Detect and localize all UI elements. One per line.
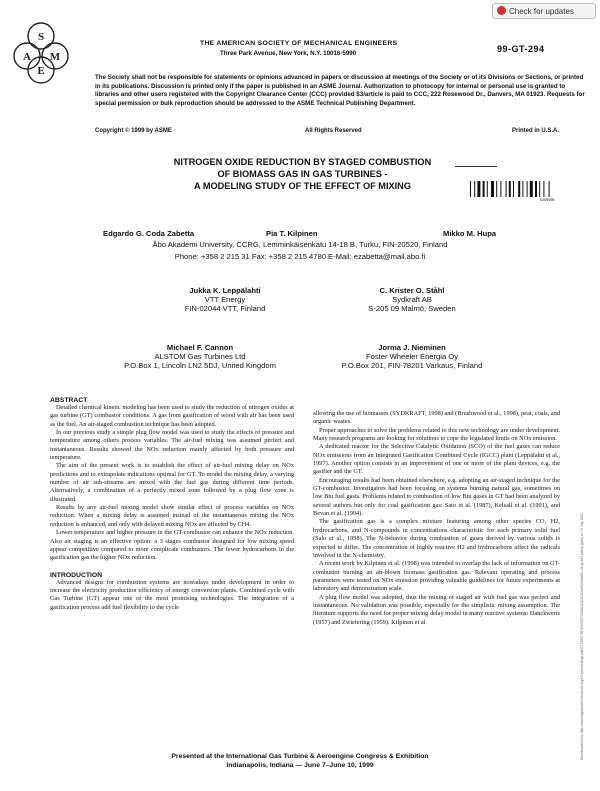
paragraph: Encouraging results had been obtained elsewhere, e.g. adopting an air-staged technique for the GT-combustor. Investigators had been focusing on systems burning natural gas, sometimes on low Btu fuel gasts. Problems related to combustion of low Btu gases in GT had been analyzed by several authors but only for coal gasification gas: Sato et al. (1987), Kelsall et al. (1991), and Bevan et al. (1994). xyxy=(313,476,560,518)
title-rule xyxy=(455,166,497,167)
left-column xyxy=(50,397,294,612)
author-address: P.O.Box 201, FIN-78201 Varkaus, Finland xyxy=(341,361,483,370)
conference-footer xyxy=(100,752,500,770)
paragraph: The gasification gas is a complex mixture featuring among other species CO, H2, hydrocarbons, and N-compounds in concentrations characteristic for each primary solid fuel (Salo et al., 1998). The N-behavior during combustion of gases derived by various solids is expected to differ. The concentration of highly reactive H2 and hydrocarbons affect the radicals involved in the N-chemistry. xyxy=(313,518,560,559)
rights-notice: All Rights Reserved xyxy=(305,128,362,134)
paragraph: Advanced designs for combustion systems are nowadays under development in order to increase the electricity production efficiency of energy conversion plants. Combined cycle with Gas Turbine (GT) appear one of the most promising technologies. The integration of a gasification process add fuel flexibility to the cycle xyxy=(50,578,294,611)
barcode-label: DWEBB xyxy=(540,197,555,202)
title-line: NITROGEN OXIDE REDUCTION BY STAGED COMBUSTION xyxy=(173,157,432,167)
author-block xyxy=(100,343,300,370)
barcode-bar xyxy=(470,181,471,197)
abstract-heading: ABSTRACT xyxy=(50,397,88,404)
author-name: Mikko M. Hupa xyxy=(443,229,497,238)
author-block xyxy=(332,286,492,313)
paragraph: A plug flow model was adopted, thus the mixing of staged air with fuel gas was perfect and instantaneous. No validation was possible, especially for the simplistic mixing assumption. The literature supports the need for proper mixing delay model in many reactive systems: Danckwerts (1957) and Zwietering (1959). Kilpinen et al xyxy=(313,593,560,626)
author-org: Sydkraft AB xyxy=(392,295,432,304)
introduction-body xyxy=(50,579,294,612)
barcode-bar xyxy=(530,181,533,197)
society-address: Three Park Avenue, New York, N.Y. 10016-5990 xyxy=(220,50,357,57)
author-name: C. Krister O. Ståhl xyxy=(379,286,445,295)
barcode-bar xyxy=(518,181,520,197)
right-column xyxy=(313,410,560,627)
footer-line: Indianapolis, Indiana — June 7–June 10, 1999 xyxy=(226,762,374,769)
barcode-bar xyxy=(522,181,523,197)
author-name: Edgardo G. Coda Zabetta xyxy=(103,229,195,238)
barcode-bar xyxy=(500,181,501,197)
barcode-bar xyxy=(483,181,485,197)
paragraph: The aim of the present work is to establish the effect of air-fuel mixing delay on NOx predictions and to extrapolate indications optimal for GT. To model the mixing delay, a varying number of air sub-streams are mixed with the fuel gas during different time periods. Alternatively, a combination of a perfectly mixed zone followed by a plug flow zone is illustrated. xyxy=(50,462,294,503)
barcode-bar xyxy=(527,181,528,197)
paragraph: A dedicated reactor for the Selective Catalytic Oxidation (SCO) of the fuel gases can reduce NOx emissions from an Integrated Gasification Combined Cycle (IGCC) plant (Leppälahti et al., 1997). Another option consists in an improvement of one or more of the plant devices, e.g. the gasifier and the GT. xyxy=(313,443,560,476)
barcode-bar xyxy=(513,181,514,197)
author-block xyxy=(145,286,305,313)
title-line: OF BIOMASS GAS IN GAS TURBINES - xyxy=(217,169,388,179)
paragraph: Lower temperature and higher pressure in the GT-combustor can enhance the NOx reduction. Also air staging is an effective option: a 3 stages combustor designed for low mixing speed appear competitive compared to more complicate combustors. The fewer hydrocarbons in the gasification gas the higher NOx reduction. xyxy=(50,529,294,562)
author-address: P.O.Box 1, Lincoln LN2 5DJ, United Kingdom xyxy=(124,361,276,370)
title-line: A MODELING STUDY OF THE EFFECT OF MIXING xyxy=(194,181,411,191)
affiliation: Åbo Akademi University, CCRG, Lemminkäisenkatu 14-18 B, Turku, FIN-20520, Finland xyxy=(152,240,448,249)
asme-logo xyxy=(6,14,76,88)
paragraph: allowing the use of biomasses (SYDKRAFT, 1998) and (Brushwood et al., 1998), peat, coals, and organic wastes. xyxy=(313,410,560,426)
author-org: Foster Wheeler Energia Oy xyxy=(365,352,458,361)
barcode-bar xyxy=(509,181,511,197)
paper-title xyxy=(150,156,455,192)
crossmark-icon xyxy=(497,6,506,15)
barcode-image xyxy=(470,181,566,197)
barcode-bar xyxy=(477,181,480,197)
abstract-body xyxy=(50,404,294,563)
barcode-bar xyxy=(496,181,497,197)
author-org: ALSTOM Gas Turbines Ltd xyxy=(154,352,246,361)
disclaimer-text: The Society shall not be responsible for statements or opinions advanced in papers or discussion at meetings of the Society or of its Divisions or Sections, or printed in its publications. Discussion is printed only if the paper is published in an ASME Journal. Authorization to photocopy for internal or personal use is granted to libraries and other users registered with the Copyright Clearance Center (CCC) provided $3/article is paid to CCC, 222 Rosewood Dr., Danvers, MA 01923. Requests for special permission or bulk reproduction should be addressed to the ASME Technical Publishing Department. xyxy=(95,74,585,107)
paragraph: Proper approaches to solve the problems related to this new technology are under development. Many research programs are looking for solutions to cope the legislated limits on NOx emission. xyxy=(313,426,560,443)
svg-text:A: A xyxy=(23,51,31,63)
barcode-bar xyxy=(474,181,475,197)
author-name: Michael F. Cannon xyxy=(166,343,234,352)
download-note: Downloaded from http://asmedigitalcollection.asme.org/GT/proceedings-pdf/GT1999/78576/V002T03A061/2409163/v002t03a061-99-gt-294.pdf by guest on 13 July 2022 xyxy=(580,512,584,760)
author-address: FIN-02044 VTT, Finland xyxy=(184,304,266,313)
barcode-bar xyxy=(549,181,550,197)
author-name: Jukka K. Leppälahti xyxy=(189,286,261,295)
copyright-notice: Copyright © 1999 by ASME xyxy=(95,128,172,134)
paragraph: Detailed chemical kinetic modeling has been used to study the reduction of nitrogen oxides at gas turbine (GT) combustor conditions. A gas from gasification of wood with air has been used as the fuel. An air-staged combustion technique has been adopted. xyxy=(50,404,294,428)
printed-notice: Printed in U.S.A. xyxy=(512,128,560,134)
author-block xyxy=(312,343,512,370)
check-for-updates-button[interactable]: Check for updates xyxy=(492,3,596,19)
society-name: THE AMERICAN SOCIETY OF MECHANICAL ENGINEERS xyxy=(200,40,398,47)
author-address: S-205 09 Malmö, Sweden xyxy=(368,304,456,313)
author-name: Jorma J. Nieminen xyxy=(378,343,446,352)
paper-number: 99-GT-294 xyxy=(497,44,545,54)
barcode-bar xyxy=(491,181,494,197)
contact-line: Phone: +358 2 215 31 Fax: +358 2 215 4780 E-Mail: ezabetta@mail.abo.fi xyxy=(174,252,426,261)
svg-text:M: M xyxy=(49,51,61,63)
svg-text:S: S xyxy=(37,31,45,43)
barcode-bar xyxy=(539,181,540,197)
paragraph: In our previous study a simple plug flow model was used to study the effects of pressure and temperature among others process variables. The air-fuel mixing was assumed perfect and instantaneous. Results showed the NOx reduction mainly affected by both pressure and temperature. xyxy=(50,429,294,462)
introduction-heading: INTRODUCTION xyxy=(50,571,103,579)
barcode-bar xyxy=(506,181,507,197)
author-name: Pia T. Kilpinen xyxy=(266,229,318,238)
paragraph: Results by any air-fuel mixing model show similar effect of process variables on NOx reduction. When a mixing delay is assumed instead of the instantaneous mixing the NOx reduction is enhanced, and only with delayed mixing NOx are affected by CH4. xyxy=(50,504,294,528)
barcode-bar xyxy=(535,181,537,197)
author-org: VTT Energy xyxy=(204,295,246,304)
barcode-bar xyxy=(543,181,544,197)
footer-line: Presented at the International Gas Turbine & Aeroengine Congress & Exhibition xyxy=(171,753,429,760)
download-sidebar xyxy=(580,200,592,760)
paragraph: A recent work by Kilpinen et al. (1998) was intended to overlap the lack of information on GT-combustor burning an air-blown biomass gasification gas. Relevant operating and process parameters were tested on NOx emission providing valuable guidelines for future experiments at laboratory and demonstration scale. xyxy=(313,560,560,593)
svg-text:E: E xyxy=(37,65,45,77)
barcode-bar xyxy=(487,181,488,197)
